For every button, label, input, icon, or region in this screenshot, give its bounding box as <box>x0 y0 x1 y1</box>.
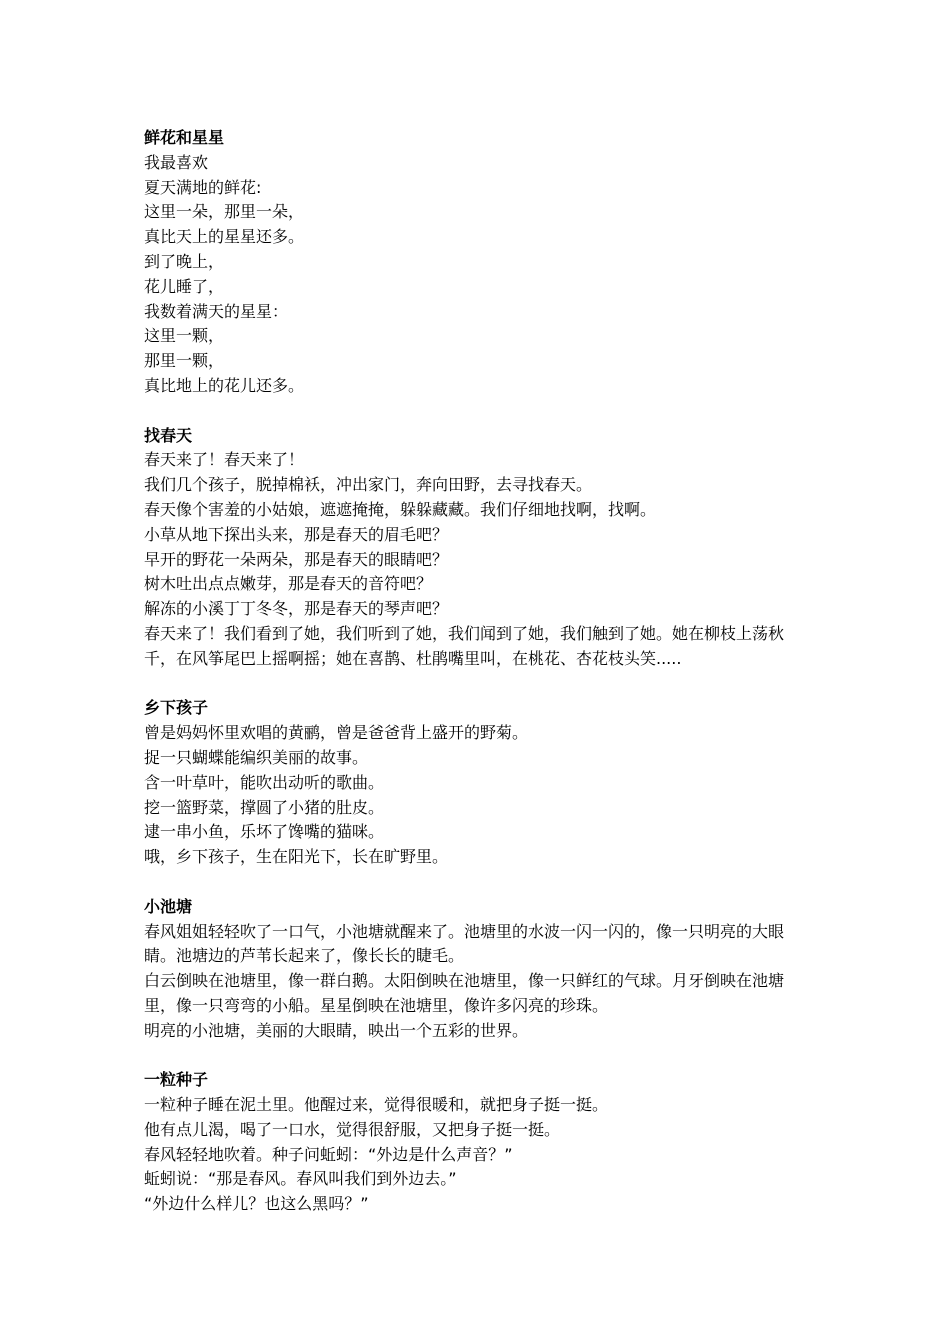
text-paragraph: 春风姐姐轻轻吹了一口气，小池塘就醒来了。池塘里的水波一闪一闪的，像一只明亮的大眼睛。池塘边的芦苇长起来了，像长长的睫毛。 <box>144 921 785 966</box>
text-line: 我最喜欢 <box>144 152 209 172</box>
section-title: 一粒种子 <box>144 1070 209 1090</box>
text-line: 他有点儿渴，喝了一口水，觉得很舒服，又把身子挺一挺。 <box>144 1119 561 1139</box>
text-paragraph: 白云倒映在池塘里，像一群白鹅。太阳倒映在池塘里，像一只鲜红的气球。月牙倒映在池塘里，像一只弯弯的小船。星星倒映在池塘里，像许多闪亮的珍珠。 <box>144 971 785 1015</box>
text-line: 花儿睡了， <box>144 276 225 296</box>
section-a-seed <box>144 1068 814 1217</box>
text-line: 树木吐出点点嫩芽，那是春天的音符吧？ <box>144 574 433 594</box>
text-line: 一粒种子睡在泥土里。他醒过来，觉得很暖和，就把身子挺一挺。 <box>144 1095 609 1115</box>
text-line: 真比天上的星星还多。 <box>144 227 305 247</box>
text-paragraph: 春天来了！我们看到了她，我们听到了她，我们闻到了她，我们触到了她。她在柳枝上荡秋千，在风筝尾巴上摇啊摇；她在喜鹊、杜鹃嘴里叫，在桃花、杏花枝头笑..... <box>144 623 785 668</box>
text-line: 逮一串小鱼，乐坏了馋嘴的猫咪。 <box>144 822 385 842</box>
text-line: 到了晚上， <box>144 251 225 271</box>
text-line: 春天来了！春天来了！ <box>144 450 305 470</box>
text-line: 小草从地下探出头来，那是春天的眉毛吧？ <box>144 524 449 544</box>
section-title: 小池塘 <box>144 896 193 916</box>
text-line: 这里一朵，那里一朵， <box>144 202 305 222</box>
text-line: 春风轻轻地吹着。种子问蚯蚓：“外边是什么声音？” <box>144 1144 513 1164</box>
section-title: 乡下孩子 <box>144 698 209 718</box>
text-line: 我数着满天的星星： <box>144 301 289 321</box>
section-title: 鲜花和星星 <box>144 128 225 147</box>
text-line: 明亮的小池塘，美丽的大眼睛，映出一个五彩的世界。 <box>144 1020 529 1040</box>
text-line: 解冻的小溪丁丁冬冬，那是春天的琴声吧？ <box>144 599 449 619</box>
section-looking-for-spring <box>144 424 814 672</box>
text-line: 早开的野花一朵两朵，那是春天的眼睛吧？ <box>144 549 449 569</box>
text-line: 哦，乡下孩子，生在阳光下，长在旷野里。 <box>144 847 449 867</box>
text-line: 真比地上的花儿还多。 <box>144 375 305 395</box>
text-line: 春天像个害羞的小姑娘，遮遮掩掩，躲躲藏藏。我们仔细地找啊，找啊。 <box>144 499 657 519</box>
text-line: 那里一颗， <box>144 351 225 371</box>
text-line: 挖一篮野菜，撑圆了小猪的肚皮。 <box>144 797 385 817</box>
text-line: 这里一颗， <box>144 326 225 346</box>
section-little-pond <box>144 895 814 1044</box>
text-line: 夏天满地的鲜花: <box>144 177 262 197</box>
section-title: 找春天 <box>144 425 193 445</box>
text-line: 曾是妈妈怀里欢唱的黄鹂，曾是爸爸背上盛开的野菊。 <box>144 723 529 743</box>
text-line: “外边什么样儿？也这么黑吗？” <box>144 1194 369 1214</box>
section-country-children <box>144 696 814 870</box>
text-line: 含一叶草叶，能吹出动听的歌曲。 <box>144 772 385 792</box>
document-page <box>144 126 814 1217</box>
text-line: 我们几个孩子，脱掉棉袄，冲出家门，奔向田野，去寻找春天。 <box>144 475 593 495</box>
text-line: 蚯蚓说：“那是春风。春风叫我们到外边去。” <box>144 1169 457 1189</box>
section-flowers-and-stars <box>144 126 814 399</box>
text-line: 捉一只蝴蝶能编织美丽的故事。 <box>144 747 369 767</box>
